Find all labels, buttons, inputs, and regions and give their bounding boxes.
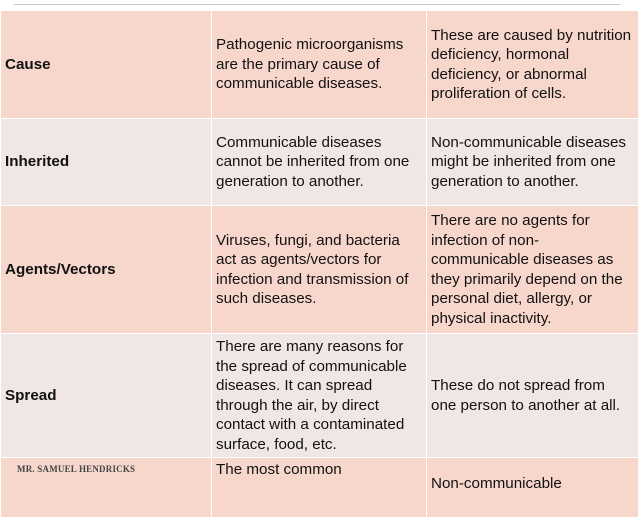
non-communicable-cell: There are no agents for infection of non-communicable diseases as they primarily depend on the personal diet, allergy, or physical inactivity. (427, 206, 639, 334)
row-heading: Inherited (1, 119, 212, 206)
communicable-cell: Communicable diseases cannot be inherited from one generation to another. (212, 119, 427, 206)
slide-border (14, 4, 620, 5)
row-heading: Cause (1, 11, 212, 119)
table-row-cause (1, 11, 639, 119)
author-footer: MR. SAMUEL HENDRICKS (17, 464, 136, 474)
communicable-cell: Pathogenic microorganisms are the primary cause of communicable diseases. (212, 11, 427, 119)
communicable-cell: Viruses, fungi, and bacteria act as agents/vectors for infection and transmission of such diseases. (212, 206, 427, 334)
table-row-inherited (1, 119, 639, 206)
row-heading: Spread (1, 334, 212, 458)
non-communicable-cell: These do not spread from one person to another at all. (427, 334, 639, 458)
non-communicable-cell: Non-communicable (427, 458, 639, 518)
non-communicable-cell: Non-communicable diseases might be inherited from one generation to another. (427, 119, 639, 206)
table-row-agents-vectors (1, 206, 639, 334)
table-row-spread (1, 334, 639, 458)
comparison-table (0, 10, 639, 518)
row-heading: Agents/Vectors (1, 206, 212, 334)
communicable-cell: There are many reasons for the spread of communicable diseases. It can spread through the air, by direct contact with a contaminated surface, food, etc. (212, 334, 427, 458)
non-communicable-cell: These are caused by nutrition deficiency, hormonal deficiency, or abnormal proliferation of cells. (427, 11, 639, 119)
communicable-cell: The most common (212, 458, 427, 518)
